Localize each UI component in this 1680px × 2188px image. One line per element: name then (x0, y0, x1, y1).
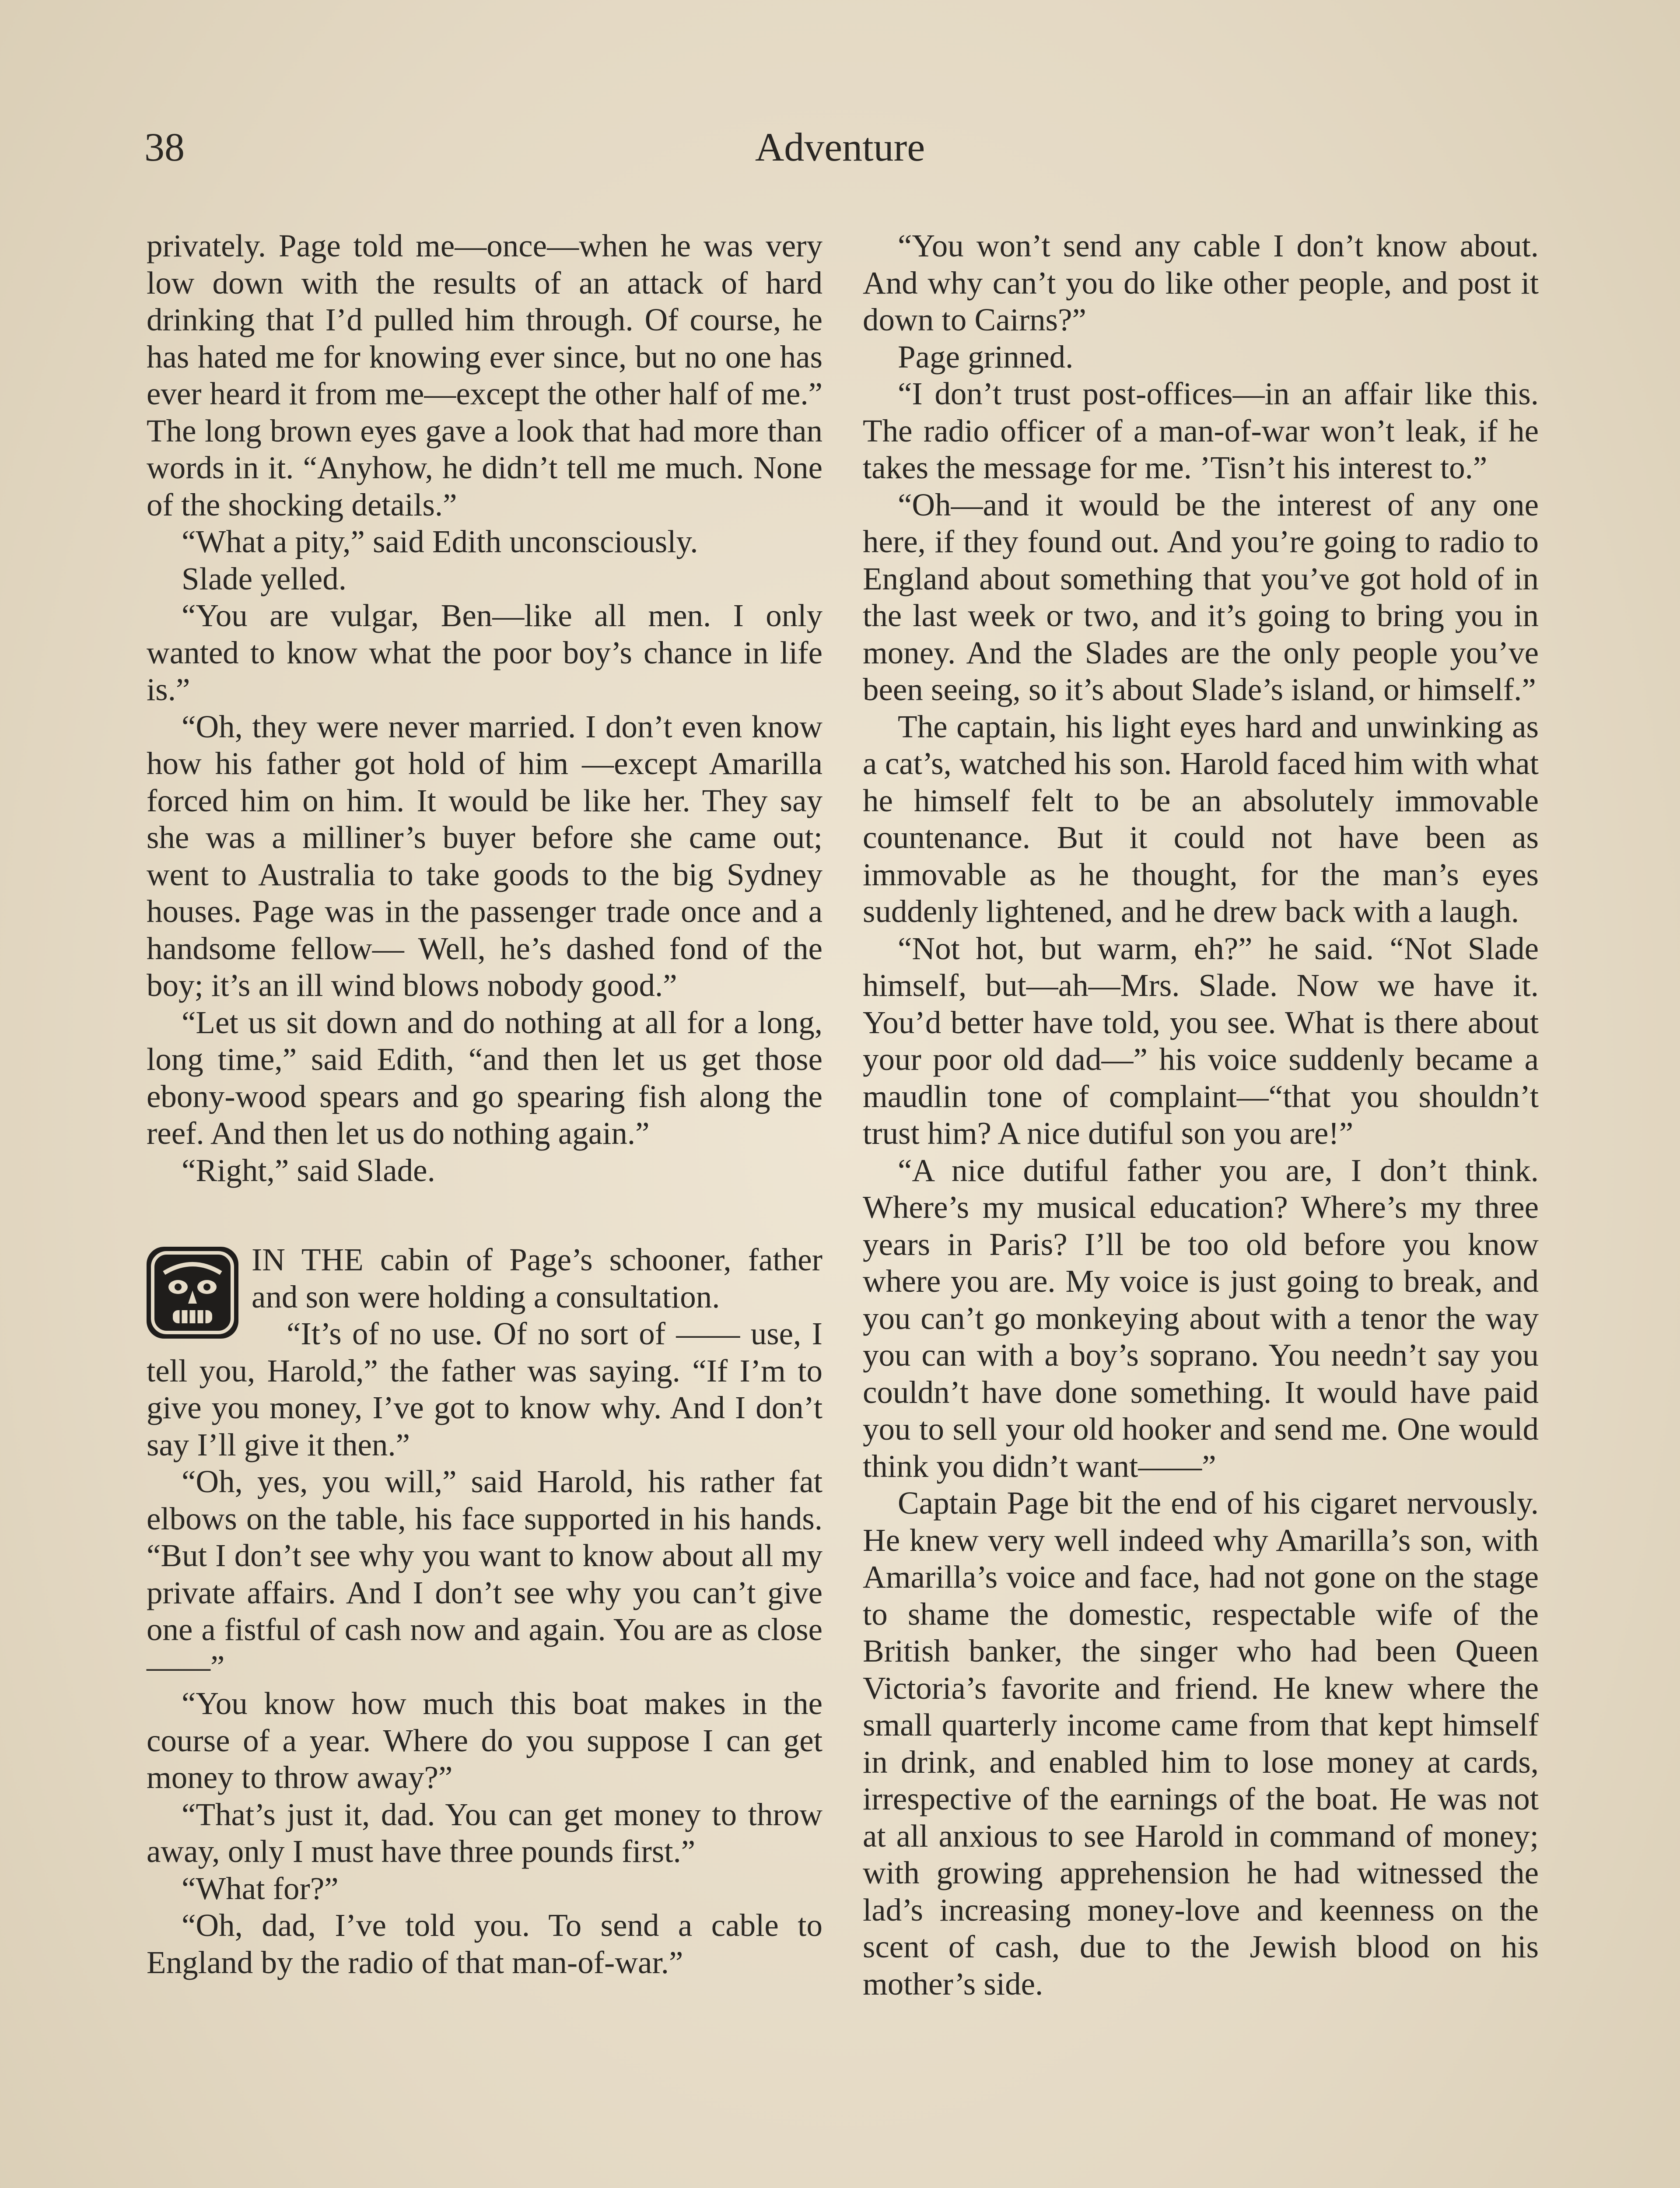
paragraph: privately. Page told me—once—when he was very low down with the results of an attack of hard drinking that I’d pulled him through. Of course, he has hated me for knowing ever since, but no one has ever heard it from me—except the other half of me.” The long brown eyes gave a look that had more than words in it. “Anyhow, he didn’t tell me much. None of the shocking details.” (147, 228, 822, 522)
paragraph: “Oh, dad, I’ve told you. To send a cable to England by the radio of that man-of-war.” (147, 1907, 822, 1980)
paragraph: “Oh, they were never married. I don’t even know how his father got hold of him —except Amarilla forced him on him. It would be like her. They say she was a milliner’s buyer before she came out; went to Australia to take goods to the big Sydney houses. Page was in the passenger trade once and a handsome fellow— Well, he’s dashed fond of the boy; it’s an ill wind blows nobody good.” (147, 708, 822, 1003)
tribal-mask-icon (147, 1247, 238, 1339)
paragraph: “A nice dutiful father you are, I don’t think. Where’s my musical education? Where’s my three years in Paris? I’ll be too old before you know where you are. My voice is just going to break, and you can’t go monkeying about with a tenor the way you can with a boy’s soprano. You needn’t say you couldn’t have done something. It would have paid you to sell your old hooker and send me. One would think you didn’t want——” (863, 1152, 1539, 1484)
section-opening-paragraph (147, 1241, 822, 1315)
section-opening-text: IN THE cabin of Page’s schooner, father and son were holding a consultation. (252, 1242, 822, 1315)
paragraph: “Not hot, but warm, eh?” he said. “Not Slade himself, but—ah—Mrs. Slade. Now we have it. You’d better have told, you see. What is there about your poor old dad—” his voice suddenly became a maudlin tone of complaint—“that you shouldn’t trust him? A nice dutiful son you are!” (863, 930, 1539, 1151)
paragraph: “What a pity,” said Edith unconsciously. (182, 524, 698, 559)
paragraph: Slade yelled. (182, 561, 347, 596)
section-break (147, 1189, 822, 1241)
running-head: Adventure (755, 125, 925, 169)
paragraph: “It’s of no use. Of no sort of —— use, I tell you, Harold,” the father was saying. “If I’m to give you money, I’ve got to know why. And I don’t say I’ll give it then.” (147, 1316, 822, 1462)
paragraph: “You won’t send any cable I don’t know about. And why can’t you do like other people, and post it down to Cairns?” (863, 228, 1539, 337)
paragraph: “You know how much this boat makes in the course of a year. Where do you suppose I can get money to throw away?” (147, 1686, 822, 1795)
paragraph: The captain, his light eyes hard and unwinking as a cat’s, watched his son. Harold faced him with what he himself felt to be an absolutely immovable countenance. But it could not have been as immovable as he thought, for the man’s eyes suddenly lightened, and he drew back with a laugh. (863, 708, 1539, 929)
paragraph: “That’s just it, dad. You can get money to throw away, only I must have three pounds first.” (147, 1796, 822, 1869)
paragraph: “Oh—and it would be the interest of any one here, if they found out. And you’re going to radio to England about something that you’ve got hold of in the last week or two, and it’s going to bring you in money. And the Slades are the only people you’ve been seeing, so it’s about Slade’s island, or himself.” (863, 487, 1539, 707)
paragraph: “I don’t trust post-offices—in an affair like this. The radio officer of a man-of-war won’t leak, if he takes the message for me. ’Tisn’t his interest to.” (863, 376, 1539, 485)
right-column (863, 228, 1539, 2002)
left-column (147, 228, 822, 1981)
paragraph: “Oh, yes, you will,” said Harold, his rather fat elbows on the table, his face supported in his hands. “But I don’t see why you want to know about all my private affairs. And I don’t see why you can’t give one a fistful of cash now and again. You are as close——” (147, 1464, 822, 1684)
paragraph: “You are vulgar, Ben—like all men. I only wanted to know what the poor boy’s chance in life is.” (147, 598, 822, 707)
paragraph: Captain Page bit the end of his cigaret nervously. He knew very well indeed why Amarilla’s son, with Amarilla’s voice and face, had not gone on the stage to shame the domestic, respectable wife of the British banker, the singer who had been Queen Victoria’s favorite and friend. He knew where the small quarterly income came from that kept himself in drink, and enabled him to lose money at cards, irrespective of the earnings of the boat. He was not at all anxious to see Harold in command of money; with growing apprehension he had witnessed the lad’s increasing money-love and keenness on the scent of cash, due to the Jewish blood on his mother’s side. (863, 1485, 1539, 2002)
page-number: 38 (144, 125, 185, 169)
paragraph: “Right,” said Slade. (182, 1152, 435, 1188)
paragraph: “What for?” (182, 1870, 339, 1906)
paragraph: “Let us sit down and do nothing at all for a long, long time,” said Edith, “and then let us get those ebony-wood spears and go spearing fish along the reef. And then let us do nothing again.” (147, 1004, 822, 1151)
paragraph: Page grinned. (898, 339, 1074, 375)
